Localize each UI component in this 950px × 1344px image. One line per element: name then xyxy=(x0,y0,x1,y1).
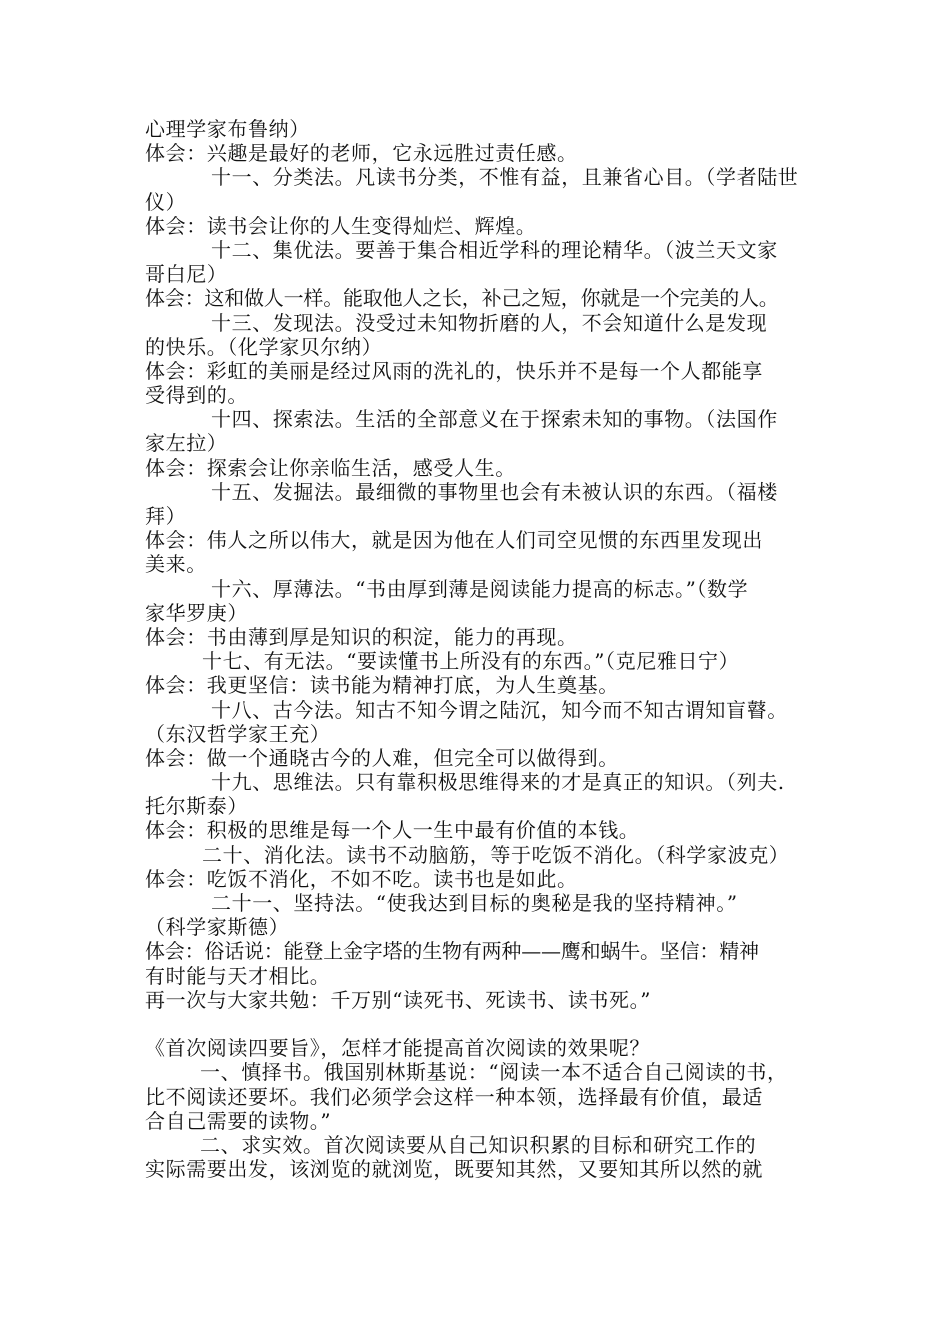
text-line: 体会：积极的思维是每一个人一生中最有价值的本钱。 xyxy=(145,818,640,843)
text-line: 二十、消化法。读书不动脑筋，等于吃饭不消化。（科学家波克） xyxy=(202,842,790,867)
text-line: 托尔斯泰） xyxy=(145,794,248,819)
text-line: 体会：探索会让你亲临生活，感受人生。 xyxy=(145,455,516,480)
text-line: 家华罗庚） xyxy=(145,600,248,625)
text-line: 家左拉） xyxy=(145,431,228,456)
text-line: 体会：吃饭不消化，不如不吃。读书也是如此。 xyxy=(145,866,578,891)
text-line: 十六、厚薄法。“书由厚到薄是阅读能力提高的标志。”（数学 xyxy=(211,576,749,601)
document-body xyxy=(145,117,815,1181)
text-line: 十五、发掘法。最细微的事物里也会有未被认识的东西。（福楼 xyxy=(211,479,778,504)
text-line: 体会：我更坚信：读书能为精神打底，为人生奠基。 xyxy=(145,673,619,698)
text-line: 仪） xyxy=(145,189,187,214)
text-line: 心理学家布鲁纳） xyxy=(145,117,310,141)
text-line: （科学家斯德） xyxy=(145,915,290,940)
text-line: 《首次阅读四要旨》，怎样才能提高首次阅读的效果呢？ xyxy=(145,1036,650,1061)
text-line: 十一、分类法。凡读书分类，不惟有益，且兼省心目。（学者陆世 xyxy=(211,165,799,190)
text-line: 体会：书由薄到厚是知识的积淀，能力的再现。 xyxy=(145,624,578,649)
text-line: 十四、探索法。生活的全部意义在于探索未知的事物。（法国作 xyxy=(211,407,778,432)
text-line: 合自己需要的读物。” xyxy=(145,1108,332,1133)
text-line: 体会：读书会让你的人生变得灿烂、辉煌。 xyxy=(145,213,537,238)
text-line: 体会：这和做人一样。能取他人之长，补己之短，你就是一个完美的人。 xyxy=(145,286,779,311)
text-line: 美来。 xyxy=(145,552,207,577)
text-line: 十二、集优法。要善于集合相近学科的理论精华。（波兰天文家 xyxy=(211,237,778,262)
text-line: 的快乐。（化学家贝尔纳） xyxy=(145,334,383,359)
text-line: 二、求实效。首次阅读要从自己知识积累的目标和研究工作的 xyxy=(200,1132,757,1157)
text-line: 体会：彩虹的美丽是经过风雨的洗礼的，快乐并不是每一个人都能享 xyxy=(145,358,763,383)
text-line: 拜） xyxy=(145,504,187,528)
text-line: 实际需要出发，该浏览的就浏览，既要知其然，又要知其所以然的就 xyxy=(145,1157,763,1182)
text-line: （东汉哲学家王充） xyxy=(145,721,331,746)
blank-line xyxy=(145,1012,815,1036)
text-line: 有时能与天才相比。 xyxy=(145,963,331,988)
text-line: 体会：做一个通晓古今的人难，但完全可以做得到。 xyxy=(145,745,619,770)
text-line: 体会：俗话说：能登上金字塔的生物有两种——鹰和蜗牛。坚信：精神 xyxy=(145,939,759,964)
text-line: 受得到的。 xyxy=(145,383,248,408)
text-line: 比不阅读还要坏。我们必须学会这样一种本领，选择最有价值，最适 xyxy=(145,1084,763,1109)
text-line: 十八、古今法。知古不知今谓之陆沉，知今而不知古谓知盲瞽。 xyxy=(211,697,788,722)
text-line: 体会：伟人之所以伟大，就是因为他在人们司空见惯的东西里发现出 xyxy=(145,528,763,553)
text-line: 二十一、坚持法。“使我达到目标的奥秘是我的坚持精神。” xyxy=(211,891,738,915)
text-line: 十九、思维法。只有靠积极思维得来的才是真正的知识。（列夫. xyxy=(211,770,785,795)
text-line: 哥白尼） xyxy=(145,262,228,287)
text-line: 再一次与大家共勉：千万别“读死书、死读书、读书死。” xyxy=(145,987,652,1012)
text-line: 十三、发现法。没受过未知物折磨的人，不会知道什么是发现 xyxy=(211,310,768,335)
text-line: 体会：兴趣是最好的老师，它永远胜过责任感。 xyxy=(145,141,578,166)
text-line: 十七、有无法。“要读懂书上所没有的东西。”（克尼雅日宁） xyxy=(202,649,740,674)
text-line: 一、慎择书。俄国别林斯基说：“阅读一本不适合自己阅读的书， xyxy=(200,1060,788,1085)
